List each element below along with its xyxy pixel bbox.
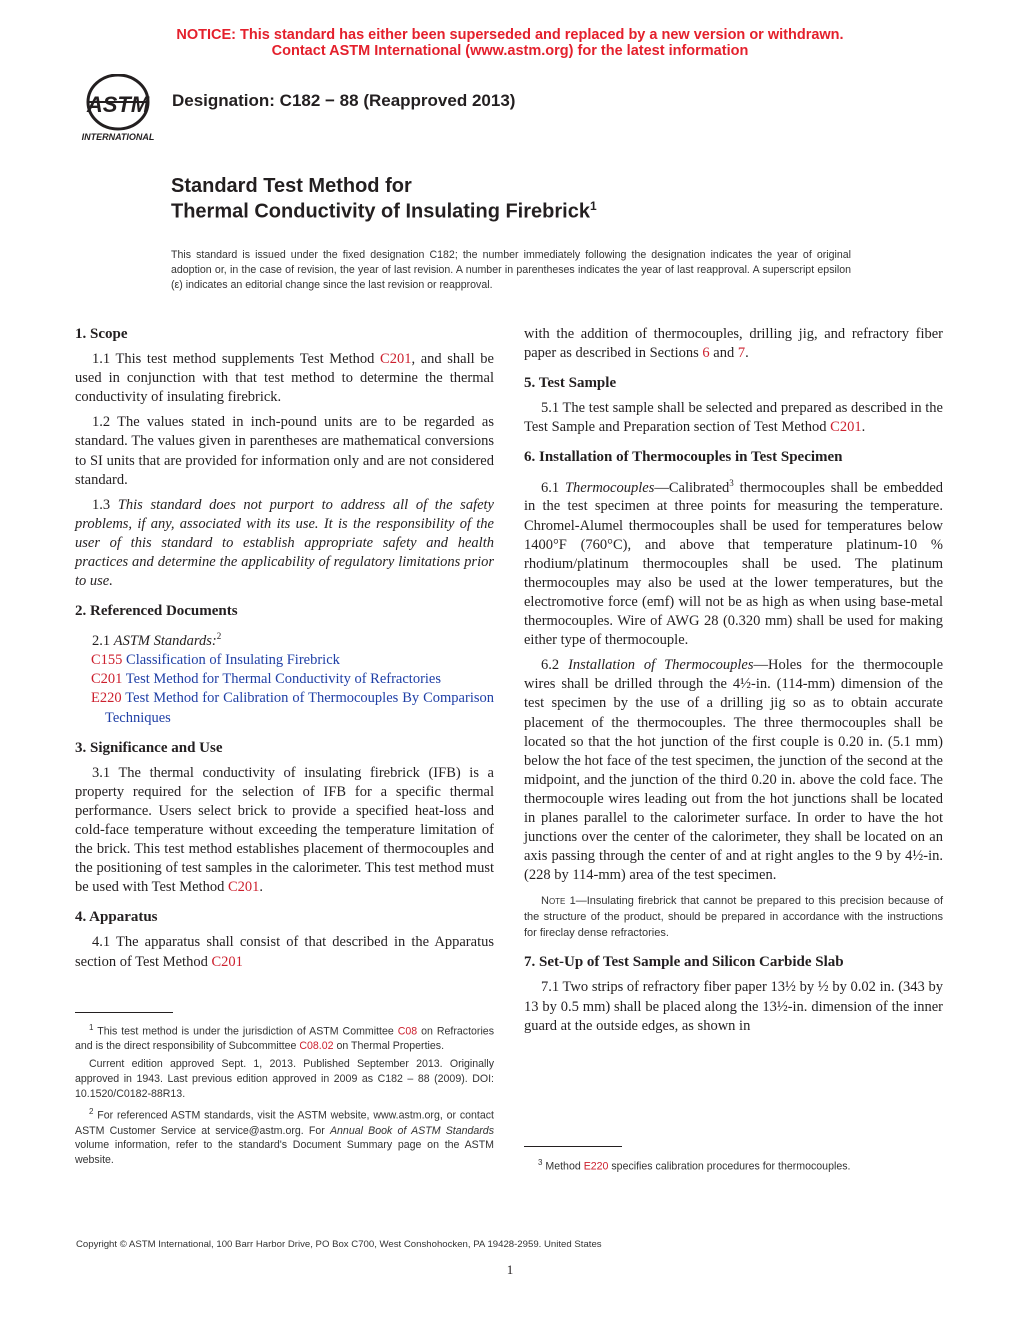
para-5-1: 5.1 The test sample shall be selected and prepared as described in the Test Sample and Preparation section of Test Method C201. [524,400,943,436]
footnote-rule-right [524,1146,622,1147]
para-3-1: 3.1 The thermal conductivity of insulating firebrick (IFB) is a property required for the selection of IFB for a specific thermal performance. Users select brick to provide a specified heat-loss and cold-face temperature without exceeding the temperature limitation of the brick. This test method establishes placement of thermocouples and the positioning of test samples in the calorimeter. This test method must be used with Test Method C201. [75,764,494,896]
footnote-rule-left [75,1012,173,1013]
footnote-1: $^1$ This test method is under the jurisdiction of ASTM Committee C08 on Refractories and is the direct responsibility of Subcommittee C08.02 on Thermal Properties. [75,1023,494,1053]
title-footnote-mark: 1 [589,199,597,213]
para-7-1: 7.1 Two strips of refractory fiber paper 13½ by ½ by 0.02 in. (343 by 13 by 0.5 mm) shall be placed along the 13½-in. dimension of the inner guard at the outside edges, as shown in [524,979,943,1034]
note-1: Note 1—Insulating firebrick that cannot be prepared to this precision because of the structure of the product, should be prepared in accordance with the instructions for fireclay dense refractories. [524,895,943,940]
intro-paragraph: This standard is issued under the fixed designation C182; the number immediately following the designation indicates the year of original adoption or, in the case of revision, the year of last revision. A number in parentheses indicates the year of last reapproval. A superscript epsilon (ε) indicates an editorial change since the last revision or reapproval. [171,249,851,291]
left-column [75,325,494,971]
link-section-7[interactable]: 7 [737,345,746,362]
link-c08[interactable]: C08 [397,1025,418,1038]
notice-line-2: Contact ASTM International (www.astm.org) for the latest information [271,43,749,59]
page-number: 1 [506,1262,514,1277]
notice-line-1: NOTICE: This standard has either been superseded and replaced by a new version or withdrawn. [176,27,844,43]
footnote-2: $^2$ For referenced ASTM standards, visit the ASTM website, www.astm.org, or contact ASTM Customer Service at service@astm.org. For Annual Book of ASTM Standards volume information, refer to the standard's Document Summary page on the ASTM website. [75,1107,494,1167]
para-2-1: 2.1 ASTM Standards:$^2$ [92,631,222,650]
section-6-heading: 6. Installation of Thermocouples in Test Specimen [524,449,843,466]
para-6-1: 6.1 Thermocouples—Calibrated$^3$ thermocouples shall be embedded in the test specimen at three points for measuring the temperature. Chromel-Alumel thermocouples shall be used for temperatures below 1400°F (760°C), and above that temperature platinum-10 % rhodium/platinum thermocouples shall be used. The platinum thermocouples may also be used at the lower temperatures, but the electromotive force (emf) will not be as high as when using base-metal thermocouples. Wire of AWG 28 (0.320 mm) shall be used for making either type of thermocouple. [524,477,944,649]
section-7-heading: 7. Set-Up of Test Sample and Silicon Carbide Slab [524,954,844,971]
para-1-3: 1.3 This standard does not purport to address all of the safety problems, if any, associated with its use. It is the responsibility of the user of this standard to establish appropriate safety and health practices and determine the applicability of regulatory limitations prior to use. [75,496,494,590]
logo-text: ASTM [86,92,150,117]
footnote-1-edition: Current edition approved Sept. 1, 2013. Published September 2013. Originally approved in 1943. Last previous edition approved in 2009 as C182 – 88 (2009). DOI: 10.1520/C0182-88R13. [75,1058,494,1101]
para-1-1: 1.1 This test method supplements Test Method C201, and shall be used in conjunction with that test method to determine the thermal conductivity of insulating firebrick. [75,351,494,406]
para-4-1-part-a: 4.1 The apparatus shall consist of that described in the Apparatus section of Test Method C201 [75,934,494,970]
footnotes-left [75,1021,494,1168]
section-3-heading: 3. Significance and Use [75,739,223,756]
section-4-heading: 4. Apparatus [75,909,158,926]
section-2-heading: 2. Referenced Documents [75,603,238,620]
link-c201[interactable]: C201 [380,351,412,368]
logo-subtext: INTERNATIONAL [81,132,155,142]
link-c201[interactable]: C201 [830,419,862,436]
section-5-heading: 5. Test Sample [524,375,617,392]
ref-c155[interactable]: C155 Classification of Insulating Firebrick [91,652,340,669]
link-e220[interactable]: E220 [583,1160,609,1173]
designation: Designation: C182 − 88 (Reapproved 2013) [172,91,516,110]
link-c201[interactable]: C201 [211,953,243,970]
section-1-heading: 1. Scope [75,326,128,342]
link-section-6[interactable]: 6 [702,345,710,362]
title-text: Thermal Conductivity of Insulating Firebrick [171,200,590,223]
title-line-2 [171,199,597,224]
para-6-2: 6.2 Installation of Thermocouples—Holes for the thermocouple wires shall be drilled through the 4½-in. (114-mm) dimension of the test specimen by the use of a drilling jig so as to obtain accurate placement of the thermocouples. The three thermocouples shall be located so that the hot junction of the first couple is 0.20 in. (5.1 mm) below the hot face of the test specimen, the junction of the second at the midpoint, and the junction of the third 0.20 in. above the cold face. The thermocouple wires leading out from the hot junctions shall be located in planes parallel to the calorimeter surface. In order to have the hot junctions over the center of the calorimeter, they shall be located on an axis passing through the center of and at right angles to the 9 by 4½-in. (228 by 114-mm) area of the test specimen. [524,657,944,884]
right-column [524,325,943,1036]
link-c201[interactable]: C201 [227,879,260,896]
copyright: Copyright © ASTM International, 100 Barr Harbor Drive, PO Box C700, West Conshohocken, PA 19428-2959. United States [76,1239,602,1250]
para-4-1-part-b: with the addition of thermocouples, drilling jig, and refractory fiber paper as described in Sections 6 and 7. [524,326,943,362]
para-1-2: 1.2 The values stated in inch-pound units are to be regarded as standard. The values given in parentheses are mathematical conversions to SI units that are provided for information only and are not considered standard. [75,414,494,488]
title-line-1: Standard Test Method for [171,175,412,197]
link-c08-02[interactable]: C08.02 [299,1040,334,1053]
ref-e220[interactable]: E220 Test Method for Calibration of Thermocouples By Comparison Techniques [91,690,494,726]
ref-c201[interactable]: C201 Test Method for Thermal Conductivity of Refractories [91,671,442,688]
footnote-3: $^3$ Method E220 specifies calibration procedures for thermocouples. [538,1158,851,1173]
astm-logo-icon [76,74,160,144]
